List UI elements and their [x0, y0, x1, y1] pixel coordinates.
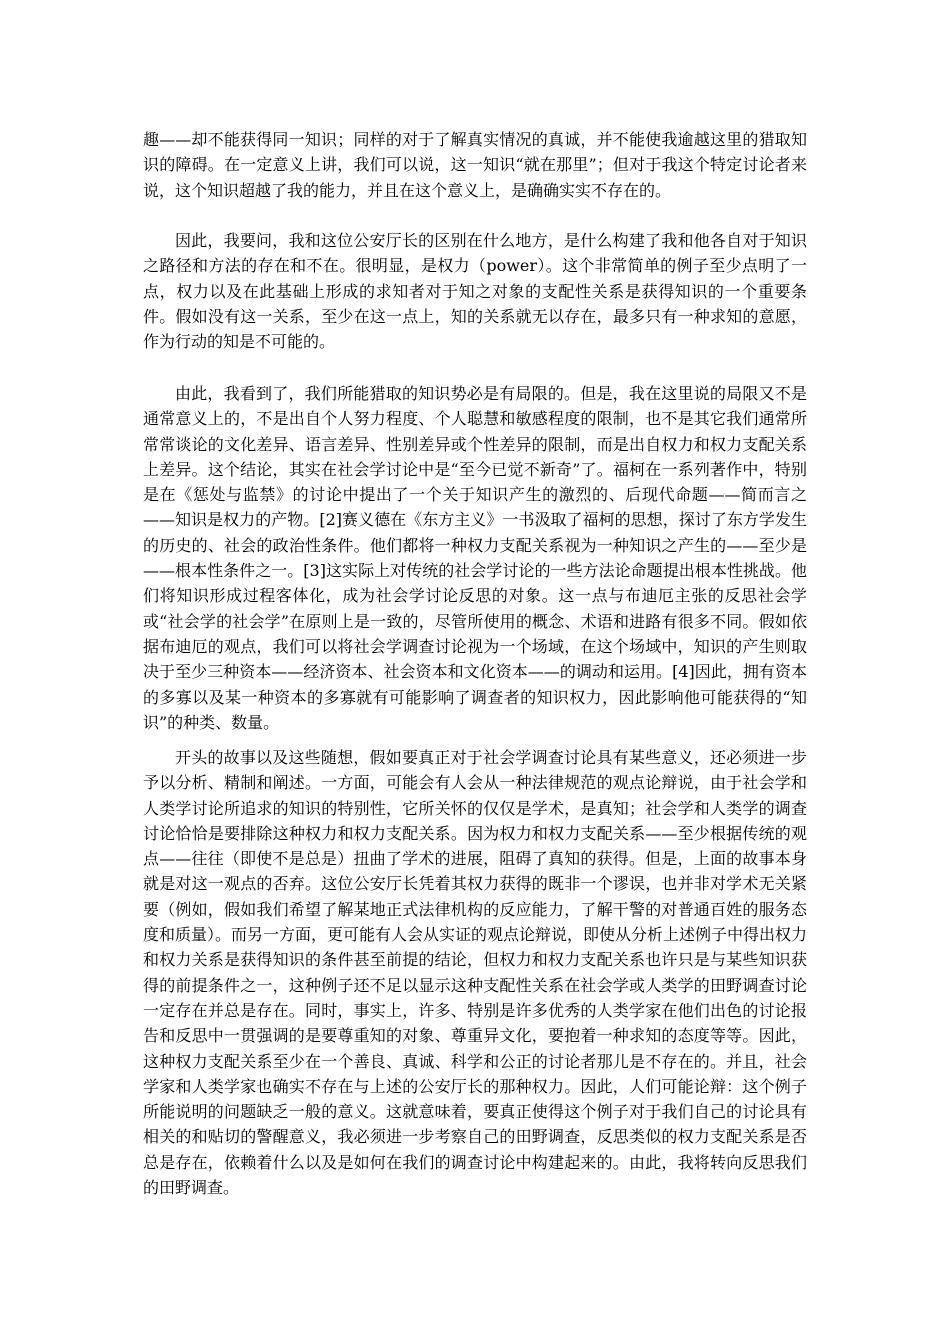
paragraph-continuation: 趣——却不能获得同一知识；同样的对于了解真实情况的真诚，并不能使我逾越这里的猎取知识的障碍。在一定意义上讲，我们可以说，这一知识“就在那里”；但对于我这个特定讨论者来说，这个知识超越了我的能力，并且在这个意义上，是确确实实不存在的。 [143, 130, 807, 200]
paragraph-power-question: 因此，我要问，我和这位公安厅长的区别在什么地方，是什么构建了我和他各自对于知识之路径和方法的存在和不在。很明显，是权力（power）。这个非常简单的例子至少点明了一点，权力以及在此基础上形成的求知者对于知之对象的支配性关系是获得知识的一个重要条件。假如没有这一关系，至少在这一点上，知的关系就无以存在，最多只有一种求知的意愿，作为行动的知是不可能的。 [143, 231, 807, 352]
paragraph-field-reflection: 开头的故事以及这些随想，假如要真正对于社会学调查讨论具有某些意义，还必须进一步予以分析、精制和阐述。一方面，可能会有人会从一种法律规范的观点论辩说，由于社会学和人类学讨论所追求的知识的特别性，它所关怀的仅仅是学术，是真知；社会学和人类学的调查讨论恰恰是要排除这种权力和权力支配关系。因为权力和权力支配关系——至少根据传统的观点——往往（即使不是总是）扭曲了学术的进展，阻碍了真知的获得。但是，上面的故事本身就是对这一观点的否弃。这位公安厅长凭着其权力获得的既非一个谬误，也并非对学术无关紧要（例如，假如我们希望了解某地正式法律机构的反应能力，了解干警的对普通百姓的服务态度和质量）。而另一方面，更可能有人会从实证的观点论辩说，即使从分析上述例子中得出权力和权力关系是获得知识的条件甚至前提的结论，但权力和权力支配关系也许只是与某些知识获得的前提条件之一，这种例子还不足以显示这种支配性关系在社会学或人类学的田野调查讨论一定存在并总是存在。同时，事实上，许多、特别是许多优秀的人类学家在他们出色的讨论报告和反思中一贯强调的是要尊重知的对象、尊重异文化，要抱着一种求知的态度等等。因此，这种权力支配关系至少在一个善良、真诚、科学和公正的讨论者那儿是不存在的。并且，社会学家和人类学家也确实不存在与上述的公安厅长的那种权力。因此，人们可能论辩：这个例子所能说明的问题缺乏一般的意义。这就意味着，要真正使得这个例子对于我们自己的讨论具有相关的和贴切的警醒意义，我必须进一步考察自己的田野调查，反思类似的权力支配关系是否总是存在，依赖着什么以及是如何在我们的调查讨论中构建起来的。由此，我将转向反思我们的田野调查。 [143, 748, 808, 1198]
paragraph-knowledge-limits: 由此，我看到了，我们所能猎取的知识势必是有局限的。但是，我在这里说的局限又不是通常意义上的，不是出自个人努力程度、个人聪慧和敏感程度的限制，也不是其它我们通常所常常谈论的文化差异、语言差异、性别差异或个性差异的限制，而是出自权力和权力支配关系上差异。这个结论，其实在社会学讨论中是“至今已觉不新奇”了。福柯在一系列著作中，特别是在《惩处与监禁》的讨论中提出了一个关于知识产生的激烈的、后现代命题——简而言之——知识是权力的产物。[2]赛义德在《东方主义》一书汲取了福柯的思想，探讨了东方学发生的历史的、社会的政治性条件。他们都将一种权力支配关系视为一种知识之产生的——至少是——根本性条件之一。[3]这实际上对传统的社会学讨论的一些方法论命题提出根本性挑战。他们将知识形成过程客体化，成为社会学讨论反思的对象。这一点与布迪厄主张的反思社会学或“社会学的社会学”在原则上是一致的，尽管所使用的概念、术语和进路有很多不同。假如依据布迪厄的观点，我们可以将社会学调查讨论视为一个场域，在这个场域中，知识的产生则取决于至少三种资本——经济资本、社会资本和文化资本——的调动和运用。[4]因此，拥有资本的多寡以及某一种资本的多寡就有可能影响了调查者的知识权力，因此影响他可能获得的“知识”的种类、数量。 [143, 384, 807, 732]
